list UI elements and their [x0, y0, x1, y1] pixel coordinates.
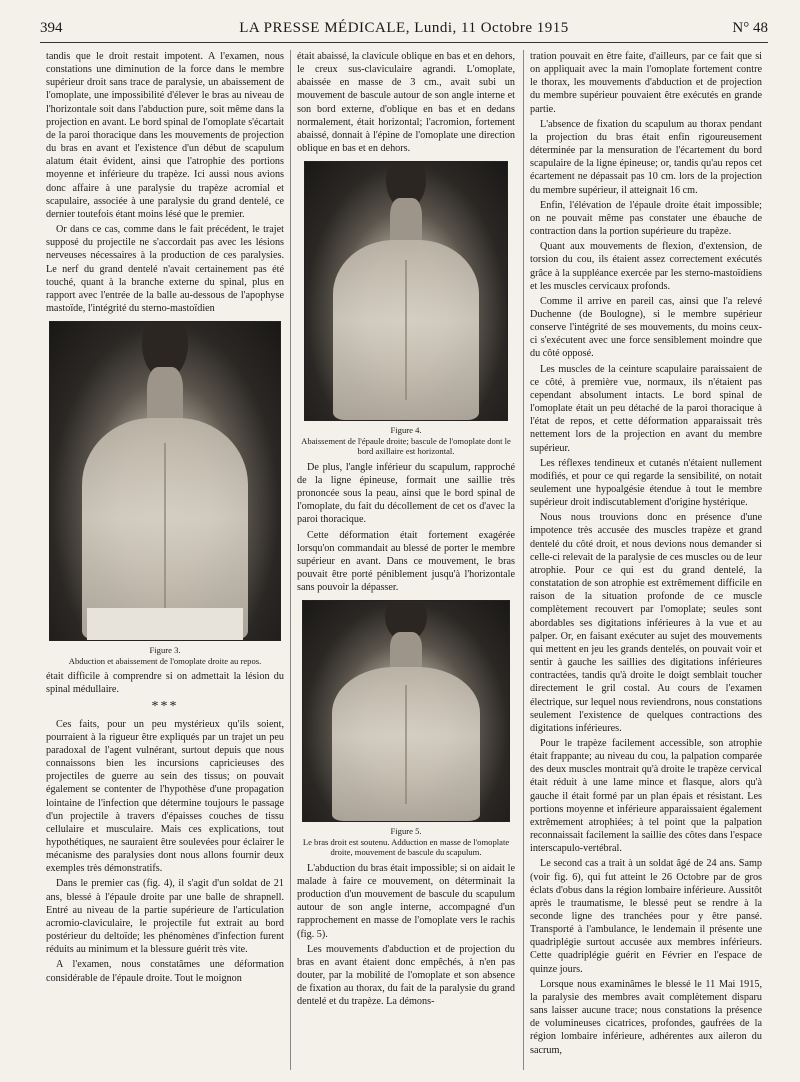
paragraph: Le second cas a trait à un soldat âgé de 24 ans. Samp (voir fig. 6), qui fut atteint le 26 Octobre par de gros éclats d'obus dans la région lombaire inférieure. Aussitôt après le traumatisme, le blessé peut se rendre à la seconde ligne des tranchées pour y être pansé. Transporté à l'ambulance, le lendemain il présente une quadriplégie surtout accusée aux membres inférieurs. Cette quadriplégie guérit en Février en l'espace de quinze jours.: [530, 858, 762, 975]
figure-caption: Figure 3. Abduction et abaissement de l'omoplate droite au repos.: [68, 645, 262, 666]
paragraph: était abaissé, la clavicule oblique en bas et en dehors, le creux sus-claviculaire agrandi. L'omoplate, abaissée en masse de 3 cm., avait subi un mouvement de bascule autour de son angle interne et son bord externe, d'oblique en bas et en dedans normalement, était horizontal; l'acromion, fortement abaissé, donnait à l'épine de l'omoplate une direction oblique en bas et en dehors.: [297, 51, 515, 155]
paragraph: L'abduction du bras était impossible; si on aidait le malade à faire ce mouvement, on déterminait la production d'un mouvement de bascule du scapulum autour de son angle interne, accompagné d'un rapprochement en masse de l'omoplate vers le rachis (fig. 5).: [297, 862, 515, 940]
figure-5: [297, 600, 515, 858]
figure-4: [297, 161, 515, 457]
figure-caption: Figure 4. Abaissement de l'épaule droite; bascule de l'omoplate dont le bord axillaire est horizontal.: [301, 425, 511, 457]
figure-3-photo: [49, 321, 281, 641]
paragraph: était difficile à comprendre si on admettait la lésion du spinal médullaire.: [46, 671, 284, 696]
paragraph: Or dans ce cas, comme dans le fait précédent, le trajet supposé du projectile ne s'accordait pas avec les lésions nerveuses nécessaires à la production de ces paralysies. Le nerf du grand dentelé n'avait certainement pas été touché, quant à la branche externe du spinal, plus en rapport avec l'entrée de la balle au-dessous de l'apophyse mastoïde, l'intégrité du sterno-mastoïdien: [46, 224, 284, 314]
page-header: [40, 18, 768, 43]
column-1: [46, 50, 284, 1070]
paragraph: Dans le premier cas (fig. 4), il s'agit d'un soldat de 21 ans, blessé à l'épaule droite par une balle de shrapnell. Entré au niveau de la partie supérieure de l'articulation acromio-claviculaire, le projectile fut extrait au bord postérieur du deltoïde; les phénomènes d'infection furent réduits au minimum et la blessure guérit très vite.: [46, 878, 284, 956]
paragraph: Cette déformation était fortement exagérée lorsqu'on commandait au blessé de porter le membre supérieur en avant. Dans ce mouvement, le bras pouvait être porté péniblement jusqu'à l'horizontale sans pouvoir la dépasser.: [297, 529, 515, 594]
paragraph: Nous nous trouvions donc en présence d'une impotence très accusée des muscles trapèze et grand dentelé du côté droit, et nous devions nous demander si celle-ci relevait de la paralysie de ces muscles ou de leur atrophie. Pour ce qui est du grand dentelé, la constatation de son atrophie est extrêmement difficile en raison de la situation profonde de ce muscle complètement recouvert par l'omoplate; seules sont abordables ses digitations inférieures à la vue et au palper. Or, en faisant exécuter au sujet des mouvements qui mettent en jeu les grands dentelés, on pouvait voir et sentir à gauche les saillies des digitations inférieures contractées, tandis qu'à droite le doigt semblait toucher directement le gril costal. Au cours de l'examen électrique, sur lequel nous reviendrons, nous constations seulement l'existence de quelques contractions des digitations inférieures.: [530, 512, 762, 734]
figure-caption: Figure 5. Le bras droit est soutenu. Adduction en masse de l'omoplate droite, mouvement de bascule du scapulum.: [302, 826, 510, 858]
figure-4-photo: [304, 161, 508, 421]
paragraph: tration pouvait en être faite, d'ailleurs, par ce fait que si on appliquait avec la main l'omoplate fortement contre le thorax, les mouvements d'abduction et de projection du membre supérieur pouvaient être exécutés en grande partie.: [530, 51, 762, 115]
paragraph: Les muscles de la ceinture scapulaire paraissaient de ce côté, à première vue, normaux, ils n'étaient pas cependant absolument intacts. Le bord spinal de l'omoplate était un peu détaché de la paroi thoracique à l'état de repos, et cette déformation apparaissait très nettement lors de la projection en avant du membre supérieur.: [530, 363, 762, 454]
paragraph: A l'examen, nous constatâmes une déformation considérable de l'épaule droite. Tout le moignon: [46, 959, 284, 984]
paragraph: Ces faits, pour un peu mystérieux qu'ils soient, pourraient à la rigueur être expliqués par un trajet un peu paradoxal de l'agent vulnérant, surtout depuis que nous connaissons bien les incursions capricieuses des projectiles de guerre au sein des tissus; on pouvait également se contenter de l'hypothèse d'une propagation lointaine de l'infection que détermine toujours le passage d'un projectile à travers d'épaisses couches de tissu cellulaire et musculaire. Mais ces explications, tout hypothétiques, ne sauraient être soulevées pour éclairer le mécanisme des paralysies dont nous allons fournir deux exemples très démonstratifs.: [46, 718, 284, 875]
column-rule: [523, 50, 524, 1070]
journal-title: LA PRESSE MÉDICALE, Lundi, 11 Octobre 1915: [239, 20, 569, 36]
column-2: [297, 50, 515, 1070]
paragraph: Enfin, l'élévation de l'épaule droite était impossible; on ne pouvait même pas constater une ébauche de contraction dans la portion supérieure du trapèze.: [530, 199, 762, 238]
page-number: 394: [40, 20, 63, 36]
section-separator: ***: [151, 699, 179, 715]
figure-5-photo: [302, 600, 510, 822]
paragraph: Comme il arrive en pareil cas, ainsi que l'a relevé Duchenne (de Boulogne), si le membre supérieur conserve l'intégrité de ses mouvements, du moins ceux-ci s'exécutent avec une force sensiblement moindre que du côté opposé.: [530, 295, 762, 360]
figure-3: [46, 321, 284, 666]
paragraph: Quant aux mouvements de flexion, d'extension, de torsion du cou, ils étaient assez correctement exécutés grâce à la suppléance exercée par les sterno-mastoïdiens et les muscles cervicaux profonds.: [530, 241, 762, 292]
paragraph: De plus, l'angle inférieur du scapulum, rapproché de la ligne épineuse, formait une saillie très prononcée sous la peau, ainsi que le bord spinal de l'omoplate, du fait du décollement de cet os d'avec la paroi thoracique.: [297, 461, 515, 526]
paragraph: L'absence de fixation du scapulum au thorax pendant la projection du bras était enfin rigoureusement déterminée par la mensuration de l'écartement du bord scapulaire de la ligne épineuse; or, tandis qu'au repos cet écartement ne dépassait pas 10 cm. lors de la projection du membre supérieur, il atteignait 16 cm.: [530, 118, 762, 196]
paragraph: Les mouvements d'abduction et de projection du bras en avant étaient donc empêchés, à n'en pas douter, par la mobilité de l'omoplate et son absence de fixation au thorax, du fait de la paralysie du grand dentelé et du trapèze. La démons-: [297, 943, 515, 1008]
paragraph: Lorsque nous examinâmes le blessé le 11 Mai 1915, la paralysie des membres avait complètement disparu sans laisser aucune trace; nous constations la présence de volumineuses cicatrices, profondes, gaufrées de la région lombaire inférieure, adhérentes aux aileron du sacrum,: [530, 978, 762, 1056]
paragraph: tandis que le droit restait impotent. A l'examen, nous constations une diminution de la force dans le membre supérieur droit sans trace de paralysie, un abaissement de l'omoplate, une impossibilité d'élever le bras au niveau de l'horizontale soit dans l'abduction pure, soit même dans la projection en avant. Le bord spinal de l'omoplate s'écartait de la paroi thoracique dans les mouvements de projection du bras en avant et l'existence d'un début de scapulum alatum était évident, ainsi que l'atrophie des portions moyenne et inférieure du trapèze. Ici aussi nous avions donc affaire à une paralysie du trapèze acromial et scapulaire, associée à une paralysie du grand dentelé, ce dernier toutefois étant moins lésé que le premier.: [46, 51, 284, 220]
column-rule: [290, 50, 291, 1070]
paragraph: Les réflexes tendineux et cutanés n'étaient nullement modifiés, et pour ce qui regarde la sensibilité, on notait seulement une hypoalgésie étendue à tout le membre supérieur droit indiscutablement d'origine hystérique.: [530, 457, 762, 509]
issue-number: N° 48: [732, 20, 768, 36]
column-3: [530, 50, 762, 1070]
paragraph: Pour le trapèze facilement accessible, son atrophie était frappante; au niveau du cou, la palpation comparée des deux muscles montrait qu'à droite le trapèze cervical était réduit à une lame mince et flasque, alors qu'à gauche il était formé par un plan épais et résistant. Les portions moyenne et inférieure apparaissaient également extrêmement atrophiées; à tel point que la palpation reconnaissait facilement la saillie des côtes dans l'espace interscapulo-vertébral.: [530, 737, 762, 855]
